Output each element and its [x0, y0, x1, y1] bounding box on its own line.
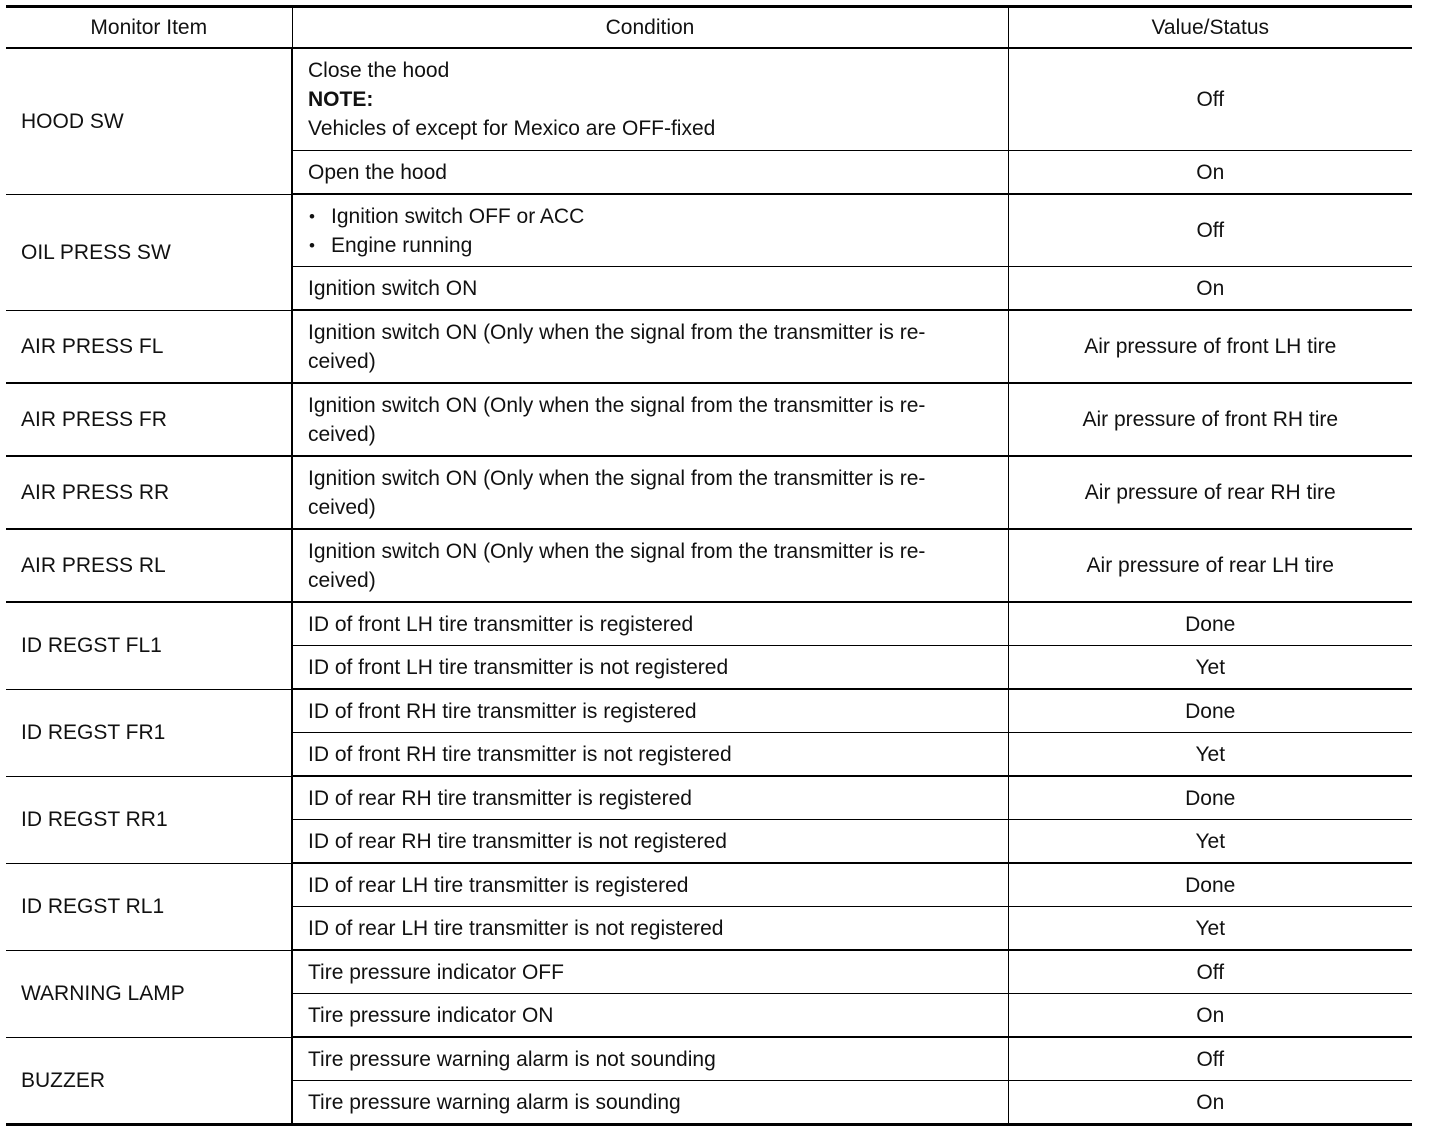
value-cell: Off — [1008, 48, 1412, 151]
value-cell: On — [1008, 151, 1412, 195]
value-cell: Yet — [1008, 733, 1412, 777]
list-item: • Ignition switch OFF or ACC — [308, 202, 998, 231]
table-row — [6, 194, 1412, 267]
value-cell: Done — [1008, 863, 1412, 907]
header-row — [6, 7, 1412, 49]
value-cell: Air pressure of rear RH tire — [1008, 456, 1412, 529]
value-cell: Yet — [1008, 907, 1412, 951]
condition-text: ceived) — [308, 349, 376, 373]
table-row — [6, 529, 1412, 602]
condition-cell: Ignition switch ON — [292, 267, 1008, 311]
condition-bullet-list — [308, 202, 998, 260]
monitor-item-buzzer: BUZZER — [6, 1037, 292, 1125]
value-cell: On — [1008, 1081, 1412, 1125]
value-cell: Off — [1008, 950, 1412, 994]
table-row — [6, 456, 1412, 529]
note-text: Vehicles of except for Mexico are OFF-fixed — [308, 117, 716, 140]
monitor-item-air-press-fr: AIR PRESS FR — [6, 383, 292, 456]
condition-cell: ID of front LH tire transmitter is registered — [292, 602, 1008, 646]
header-monitor-item: Monitor Item — [6, 7, 292, 49]
condition-cell: ID of front RH tire transmitter is registered — [292, 689, 1008, 733]
value-cell: On — [1008, 267, 1412, 311]
condition-text: Ignition switch ON (Only when the signal from the transmitter is re- — [308, 466, 926, 490]
monitor-item-air-press-fl: AIR PRESS FL — [6, 310, 292, 383]
monitor-item-warning-lamp: WARNING LAMP — [6, 950, 292, 1037]
condition-text: ceived) — [308, 495, 376, 519]
table-row — [6, 863, 1412, 907]
condition-cell: Open the hood — [292, 151, 1008, 195]
value-cell: Off — [1008, 1037, 1412, 1081]
value-cell: Air pressure of front LH tire — [1008, 310, 1412, 383]
condition-cell — [292, 310, 1008, 383]
table-row — [6, 602, 1412, 646]
value-cell: Yet — [1008, 646, 1412, 690]
condition-cell — [292, 194, 1008, 267]
condition-cell: ID of rear RH tire transmitter is registered — [292, 776, 1008, 820]
value-cell: Yet — [1008, 820, 1412, 864]
condition-cell — [292, 529, 1008, 602]
table-row — [6, 48, 1412, 151]
value-cell: Air pressure of front RH tire — [1008, 383, 1412, 456]
table-row — [6, 383, 1412, 456]
condition-cell: ID of rear LH tire transmitter is not registered — [292, 907, 1008, 951]
list-item: • Engine running — [308, 231, 998, 260]
note-label: NOTE: — [308, 88, 374, 111]
document-page — [6, 5, 1412, 1126]
table-row — [6, 310, 1412, 383]
monitor-item-oil-press-sw: OIL PRESS SW — [6, 194, 292, 310]
condition-cell: ID of rear RH tire transmitter is not registered — [292, 820, 1008, 864]
condition-cell — [292, 383, 1008, 456]
value-cell: Done — [1008, 602, 1412, 646]
table-row — [6, 1037, 1412, 1081]
condition-text: ceived) — [308, 422, 376, 446]
condition-text: Ignition switch ON (Only when the signal from the transmitter is re- — [308, 320, 926, 344]
monitor-item-table — [6, 5, 1412, 1126]
condition-cell: Tire pressure indicator ON — [292, 994, 1008, 1038]
value-cell: Done — [1008, 689, 1412, 733]
value-cell: On — [1008, 994, 1412, 1038]
condition-cell: ID of rear LH tire transmitter is registered — [292, 863, 1008, 907]
monitor-item-hood-sw: HOOD SW — [6, 48, 292, 194]
condition-cell — [292, 48, 1008, 151]
monitor-item-air-press-rl: AIR PRESS RL — [6, 529, 292, 602]
table-row — [6, 950, 1412, 994]
value-cell: Air pressure of rear LH tire — [1008, 529, 1412, 602]
condition-cell: Tire pressure indicator OFF — [292, 950, 1008, 994]
table-row — [6, 689, 1412, 733]
header-value-status: Value/Status — [1008, 7, 1412, 49]
condition-cell: Tire pressure warning alarm is sounding — [292, 1081, 1008, 1125]
value-cell: Off — [1008, 194, 1412, 267]
condition-text: Close the hood — [308, 59, 450, 82]
value-cell: Done — [1008, 776, 1412, 820]
header-condition: Condition — [292, 7, 1008, 49]
condition-cell: Tire pressure warning alarm is not sounding — [292, 1037, 1008, 1081]
condition-text: Ignition switch ON (Only when the signal from the transmitter is re- — [308, 393, 926, 417]
condition-text: ceived) — [308, 568, 376, 592]
monitor-item-id-regst-fr1: ID REGST FR1 — [6, 689, 292, 776]
monitor-item-id-regst-fl1: ID REGST FL1 — [6, 602, 292, 689]
monitor-item-air-press-rr: AIR PRESS RR — [6, 456, 292, 529]
condition-cell: ID of front LH tire transmitter is not registered — [292, 646, 1008, 690]
monitor-item-id-regst-rl1: ID REGST RL1 — [6, 863, 292, 950]
condition-text: Ignition switch ON (Only when the signal from the transmitter is re- — [308, 539, 926, 563]
condition-cell — [292, 456, 1008, 529]
condition-cell: ID of front RH tire transmitter is not registered — [292, 733, 1008, 777]
table-row — [6, 776, 1412, 820]
monitor-item-id-regst-rr1: ID REGST RR1 — [6, 776, 292, 863]
